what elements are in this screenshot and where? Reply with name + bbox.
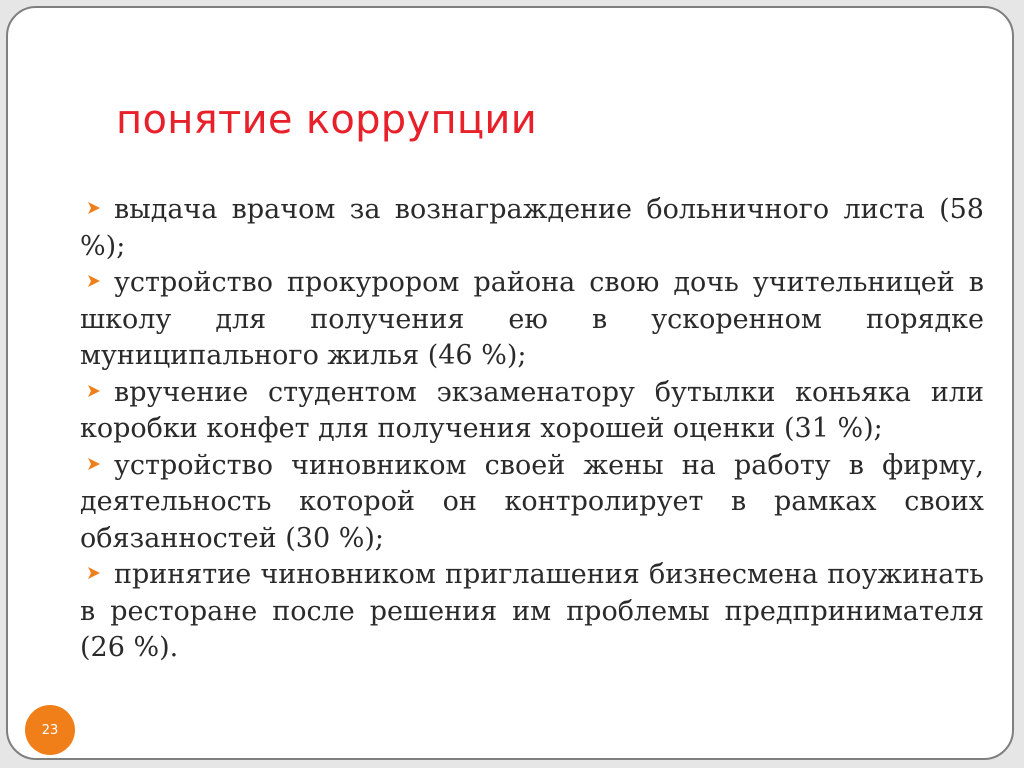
slide xyxy=(6,6,1014,760)
slide-title: понятие коррупции xyxy=(116,97,538,143)
bullet-text: устройство прокурором района свою дочь учительницей в школу для получения ею в ускоренном порядке муниципального жилья (46 %); xyxy=(80,267,984,371)
list-item xyxy=(80,375,984,448)
bullet-text: вручение студентом экзаменатору бутылки коньяка или коробки конфет для получения хорошей оценки (31 %); xyxy=(80,376,984,444)
list-item xyxy=(80,557,984,667)
list-item xyxy=(80,448,984,558)
bullet-text: принятие чиновником приглашения бизнесмена поужинать в ресторане после решения им проблемы предпринимателя (26 %). xyxy=(80,559,984,663)
bullet-list xyxy=(80,192,984,667)
arrowhead-bullet-icon xyxy=(86,565,102,581)
bullet-text: выдача врачом за вознаграждение больничного листа (58 %); xyxy=(80,194,984,262)
list-item xyxy=(80,265,984,375)
page-number-badge xyxy=(25,705,75,755)
bullet-text: устройство чиновником своей жены на работу в фирму, деятельность которой он контролирует в рамках своих обязанностей (30 %); xyxy=(80,449,984,554)
arrowhead-bullet-icon xyxy=(86,383,102,399)
page-number: 23 xyxy=(41,722,59,738)
arrowhead-bullet-icon xyxy=(86,456,102,472)
arrowhead-bullet-icon xyxy=(86,200,102,216)
list-item xyxy=(80,192,984,265)
arrowhead-bullet-icon xyxy=(86,273,102,289)
